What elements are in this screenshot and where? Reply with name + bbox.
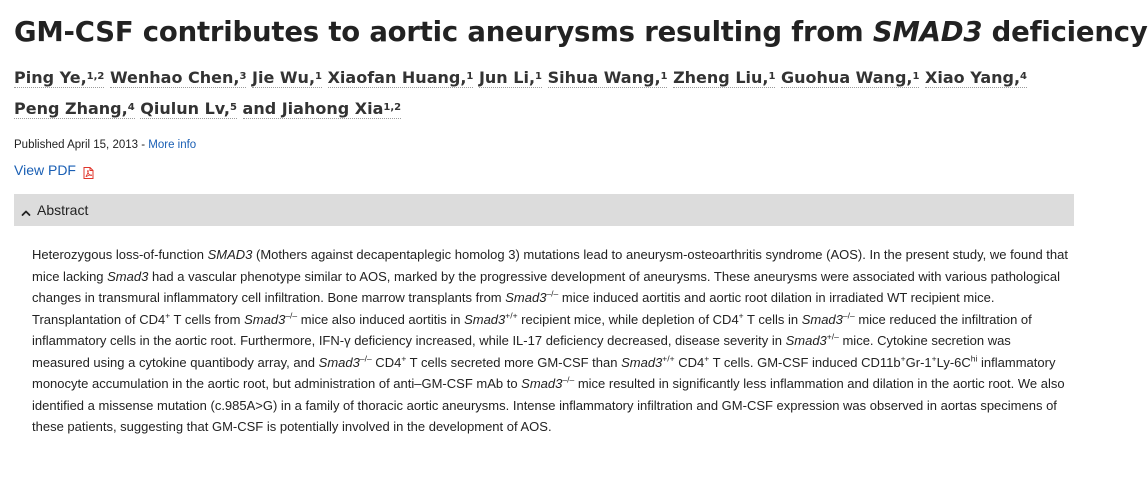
publication-date: Published April 15, 2013 - More info [14, 139, 197, 151]
author-link[interactable]: Ping Ye,$^{1,2}$ [14, 68, 105, 87]
author-list [14, 62, 1074, 124]
author-link[interactable]: Qiulun Lv,$^5$ [140, 99, 237, 118]
author-link[interactable]: Zheng Liu,$^1$ [673, 68, 776, 87]
author-link[interactable]: Wenhao Chen,$^3$ [109, 68, 247, 87]
author-link[interactable]: Xiaofan Huang,$^1$ [327, 68, 474, 87]
abstract-label: Abstract [37, 202, 89, 218]
author-link[interactable]: Guohua Wang,$^1$ [781, 68, 920, 87]
pdf-file-icon [83, 164, 94, 176]
author-link[interactable]: Jie Wu,$^1$ [252, 68, 322, 87]
more-info-link[interactable]: More info [148, 139, 197, 151]
abstract-text: Heterozygous loss-of-function SMAD3 (Mothers against decapentaplegic homolog 3) mutations lead to aneurysm-osteoarthritis syndrome (AOS). In the present study, we found that mice lacking Smad3 had a vascular phenotype similar to AOS, marked by the progressive development of aneurysms. These aneurysms were associated with various pathological changes in transmural inflammatory cell infiltration. Bone marrow transplants from Smad3–/– mice induced aortitis and aortic root dilation in irradiated WT recipient mice. Transplantation of CD4+ T cells from Smad3–/– mice also induced aortitis in Smad3+/+ recipient mice, while depletion of CD4+ T cells in Smad3–/– mice reduced the infiltration of inflammatory cells in the aortic root. Furthermore, IFN-γ deficiency increased, while IL-17 deficiency decreased, disease severity in Smad3+/– mice. Cytokine secretion was measured using a cytokine quantibody array, and Smad3–/– CD4+ T cells secreted more GM-CSF than Smad3+/+ CD4+ T cells. GM-CSF induced $CD11b^+Gr-1^+Ly-6C^{hi}$ inflammatory monocyte accumulation in the aortic root, but administration of anti–GM-CSF mAb to Smad3–/– mice resulted in significantly less inflammation and dilation in the aortic root. We also identified a missense mutation (c.985A>G) in a family of thoracic aortic aneurysms. Intense inflammatory infiltration and GM-CSF expression was observed in aortas specimens of these patients, suggesting that GM-CSF is potentially involved in the development of AOS. [32, 247, 1068, 434]
author-link[interactable]: and Jiahong Xia$^{1,2}$ [242, 99, 402, 118]
author-link[interactable]: Xiao Yang,$^4$ [925, 68, 1028, 87]
title-gene-name: SMAD3 [872, 16, 983, 48]
author-link[interactable]: Peng Zhang,$^4$ [14, 99, 135, 118]
article-title: GM-CSF contributes to aortic aneurysms resulting from SMAD3 deficiency [14, 16, 1148, 48]
view-pdf-link[interactable] [14, 160, 1074, 180]
article-header [14, 0, 1148, 434]
caret-up-icon [21, 205, 31, 215]
view-pdf-label: View PDF [14, 162, 76, 178]
abstract-toggle[interactable] [14, 194, 1074, 226]
author-link[interactable]: Jun Li,$^1$ [478, 68, 542, 87]
author-link[interactable]: Sihua Wang,$^1$ [547, 68, 668, 87]
